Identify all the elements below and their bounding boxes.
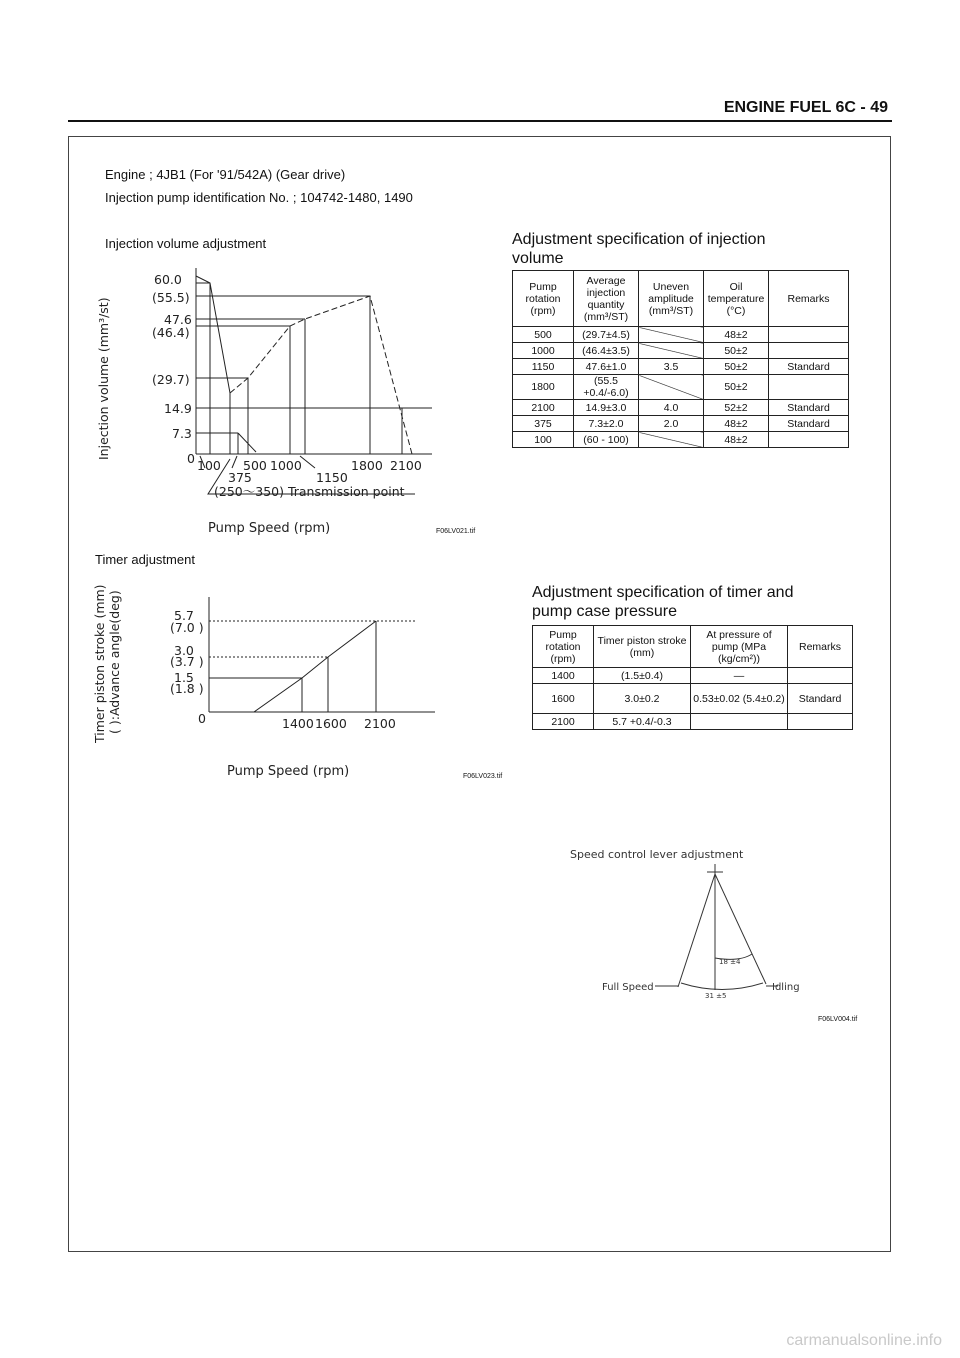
injection-section-label: Injection volume adjustment (105, 236, 267, 251)
spec-inj-cell: 14.9±3.0 (574, 400, 639, 416)
timer-ytick-6: 0 (198, 711, 206, 726)
timer-ytick-3: (3.7 ) (170, 654, 204, 669)
page-header: ENGINE FUEL 6C - 49 (723, 99, 888, 116)
spec-inj-cell: 1800 (513, 375, 574, 400)
spec-inj-cell: Standard (769, 359, 849, 375)
spec-inj-cell: 4.0 (639, 400, 704, 416)
spec-timer-cell: 5.7 +0.4/-0.3 (594, 714, 691, 730)
spec-timer-cell: 2100 (533, 714, 594, 730)
spec-inj-header-4: Remarks (769, 271, 849, 327)
inj-xtick-6: 1150 (316, 470, 348, 485)
spec-timer-cell: 1400 (533, 668, 594, 684)
lever-fig-id: F06LV004.tif (818, 1016, 858, 1023)
spec-timer-header-2: At pressure of pump (MPa (kg/cm²)) (691, 626, 788, 668)
spec-inj-cell: 1150 (513, 359, 574, 375)
timer-ytick-4: 1.5 (174, 670, 194, 685)
spec-timer-cell: Standard (788, 684, 853, 714)
spec-timer-cell: — (691, 668, 788, 684)
spec-inj-cell: 47.6±1.0 (574, 359, 639, 375)
timer-xtick-2: 2100 (364, 716, 396, 731)
lever-idle-line (715, 874, 766, 984)
spec-inj-cell: 50±2 (704, 359, 769, 375)
spec-inj-cell: Standard (769, 416, 849, 432)
spec-timer-cell: 1600 (533, 684, 594, 714)
spec-inj-header-0: Pump rotation (rpm) (513, 271, 574, 327)
inj-fig-id: F06LV021.tif (436, 528, 476, 535)
spec-inj-cell: 48±2 (704, 416, 769, 432)
spec-timer-header-3: Remarks (788, 626, 853, 668)
inj-ytick-4: (29.7) (152, 372, 190, 387)
spec-inj-cell: 7.3±2.0 (574, 416, 639, 432)
inj-ytick-0: 60.0 (154, 272, 182, 287)
timer-ytick-2: 3.0 (174, 643, 194, 658)
spec-timer-header-0: Pump rotation (rpm) (533, 626, 594, 668)
spec-inj-cell: 500 (513, 327, 574, 343)
engine-line: Engine ; 4JB1 (For '91/542A) (Gear drive) (105, 167, 346, 182)
inj-xtick-5: 375 (228, 470, 252, 485)
spec-inj-cell: 50±2 (704, 343, 769, 359)
spec-inj-header-2: Uneven amplitude (mm³/ST) (639, 271, 704, 327)
timer-y-axis-label-1: Timer piston stroke (mm) (92, 584, 107, 743)
inj-xtick-0: 100 (197, 458, 221, 473)
timer-ytick-0: 5.7 (174, 608, 194, 623)
spec-inj-cell: (60 - 100) (574, 432, 639, 448)
inj-xtick-3: 1800 (351, 458, 383, 473)
inj-xtick-4: 2100 (390, 458, 422, 473)
spec-timer-cell: 0.53±0.02 (5.4±0.2) (691, 684, 788, 714)
inj-xtick-2: 1000 (270, 458, 302, 473)
spec-inj-cell: (55.5 +0.4/-6.0) (574, 375, 639, 400)
timer-xtick-1: 1600 (315, 716, 347, 731)
inj-ytick-3: (46.4) (152, 325, 190, 340)
timer-fig-id: F06LV023.tif (463, 773, 503, 780)
spec-inj-cell: 2.0 (639, 416, 704, 432)
timer-x-axis-label: Pump Speed (rpm) (227, 764, 350, 779)
watermark: carmanualsonline.info (786, 1332, 942, 1349)
spec-inj-header-1: Average injection quantity (mm³/ST) (574, 271, 639, 327)
inj-ytick-1: (55.5) (152, 290, 190, 305)
timer-y-axis-label-2: ( ):Advance angle(deg) (107, 590, 122, 734)
spec-inj-cell: (29.7±4.5) (574, 327, 639, 343)
lever-full-speed-label: Full Speed (602, 982, 654, 993)
inj-ytick-6: 7.3 (172, 426, 192, 441)
spec-inj-header-3: Oil temperature (°C) (704, 271, 769, 327)
timer-ytick-5: (1.8 ) (170, 681, 204, 696)
spec-inj-cell: 3.5 (639, 359, 704, 375)
inj-y-axis-label: Injection volume (mm³/st) (96, 297, 111, 460)
spec-inj-cell: 48±2 (704, 432, 769, 448)
spec-timer-header-1: Timer piston stroke (mm) (594, 626, 691, 668)
lever-idling-label: Idling (772, 982, 800, 993)
spec-inj-cell: 48±2 (704, 327, 769, 343)
spec-inj-cell: 375 (513, 416, 574, 432)
timer-section-label: Timer adjustment (95, 552, 195, 567)
inj-transmission-label: (250～350) Transmission point (214, 484, 405, 499)
lever-angle-large: 31 ±5 (705, 992, 727, 1000)
lever-full-line (678, 874, 715, 987)
spec-inj-cell: 50±2 (704, 375, 769, 400)
inj-ytick-5: 14.9 (164, 401, 192, 416)
pump-id-line: Injection pump identification No. ; 104742-1480, 1490 (105, 190, 413, 205)
spec-injection-title: Adjustment specification of injection volume (512, 231, 766, 267)
spec-timer-cell: 3.0±0.2 (594, 684, 691, 714)
inj-ytick-7: 0 (187, 451, 195, 466)
timer-ytick-1: (7.0 ) (170, 620, 204, 635)
spec-inj-cell: 2100 (513, 400, 574, 416)
spec-timer-title: Adjustment specification of timer and pump case pressure (532, 584, 794, 620)
lever-angle-small: 18 ±4 (719, 958, 741, 966)
inj-x-axis-label: Pump Speed (rpm) (208, 521, 331, 536)
lever-title: Speed control lever adjustment (570, 848, 744, 861)
spec-inj-cell: 100 (513, 432, 574, 448)
spec-inj-cell: (46.4±3.5) (574, 343, 639, 359)
spec-timer-cell: (1.5±0.4) (594, 668, 691, 684)
inj-ytick-2: 47.6 (164, 312, 192, 327)
inj-xtick-1: 500 (243, 458, 267, 473)
timer-xtick-0: 1400 (282, 716, 314, 731)
spec-inj-cell: 52±2 (704, 400, 769, 416)
spec-inj-cell: 1000 (513, 343, 574, 359)
spec-inj-cell: Standard (769, 400, 849, 416)
